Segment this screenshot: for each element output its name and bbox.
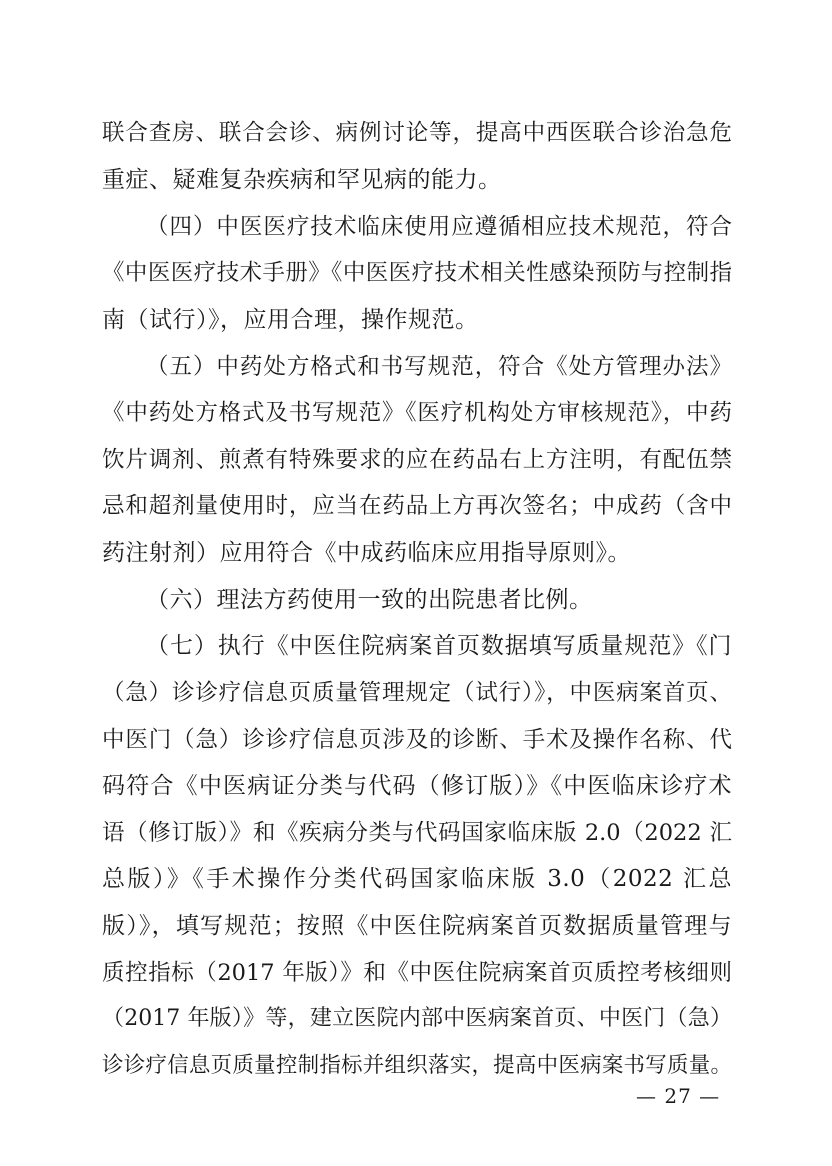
text-line-6: （五）中药处方格式和书写规范，符合《处方管理办法》 <box>146 354 732 380</box>
text-line-4: 《中医医疗技术手册》《中医医疗技术相关性感染预防与控制指 <box>102 260 732 286</box>
text-line-13: （急）诊诊疗信息页质量管理规定（试行）》，中医病案首页、 <box>102 680 732 706</box>
text-line-3: （四）中医医疗技术临床使用应遵循相应技术规范，符合 <box>146 214 732 240</box>
text-line-1: 联合查房、联合会诊、病例讨论等，提高中西医联合诊治急危 <box>102 120 732 146</box>
text-line-11: （六）理法方药使用一致的出院患者比例。 <box>146 587 593 613</box>
text-line-14: 中医门（急）诊诊疗信息页涉及的诊断、手术及操作名称、代 <box>102 727 732 753</box>
text-line-8: 饮片调剂、煎煮有特殊要求的应在药品右上方注明，有配伍禁 <box>102 447 732 473</box>
text-line-16: 语（修订版）》和《疾病分类与代码国家临床版 2.0（2022 汇 <box>102 820 732 846</box>
text-line-18: 版）》，填写规范；按照《中医住院病案首页数据质量管理与 <box>102 913 732 939</box>
text-line-17: 总版）》《手术操作分类代码国家临床版 3.0（2022 汇总 <box>102 866 732 892</box>
text-line-12: （七）执行《中医住院病案首页数据填写质量规范》《门 <box>146 633 732 659</box>
text-line-5: 南（试行）》，应用合理，操作规范。 <box>102 307 479 333</box>
page-number: — 27 — <box>636 1084 721 1108</box>
text-line-21: 诊诊疗信息页质量控制指标并组织落实，提高中医病案书写质量。 <box>102 1053 732 1078</box>
text-line-2: 重症、疑难复杂疾病和罕见病的能力。 <box>102 167 502 193</box>
text-line-19: 质控指标（2017 年版）》和《中医住院病案首页质控考核细则 <box>102 960 732 986</box>
text-line-10: 药注射剂）应用符合《中成药临床应用指导原则》。 <box>102 540 631 566</box>
text-line-20: （2017 年版）》等，建立医院内部中医病案首页、中医门（急） <box>102 1006 732 1031</box>
text-line-7: 《中药处方格式及书写规范》《医疗机构处方审核规范》，中药 <box>102 400 732 426</box>
text-line-15: 码符合《中医病证分类与代码（修订版）》《中医临床诊疗术 <box>102 773 732 799</box>
text-line-9: 忌和超剂量使用时，应当在药品上方再次签名；中成药（含中 <box>102 493 732 519</box>
